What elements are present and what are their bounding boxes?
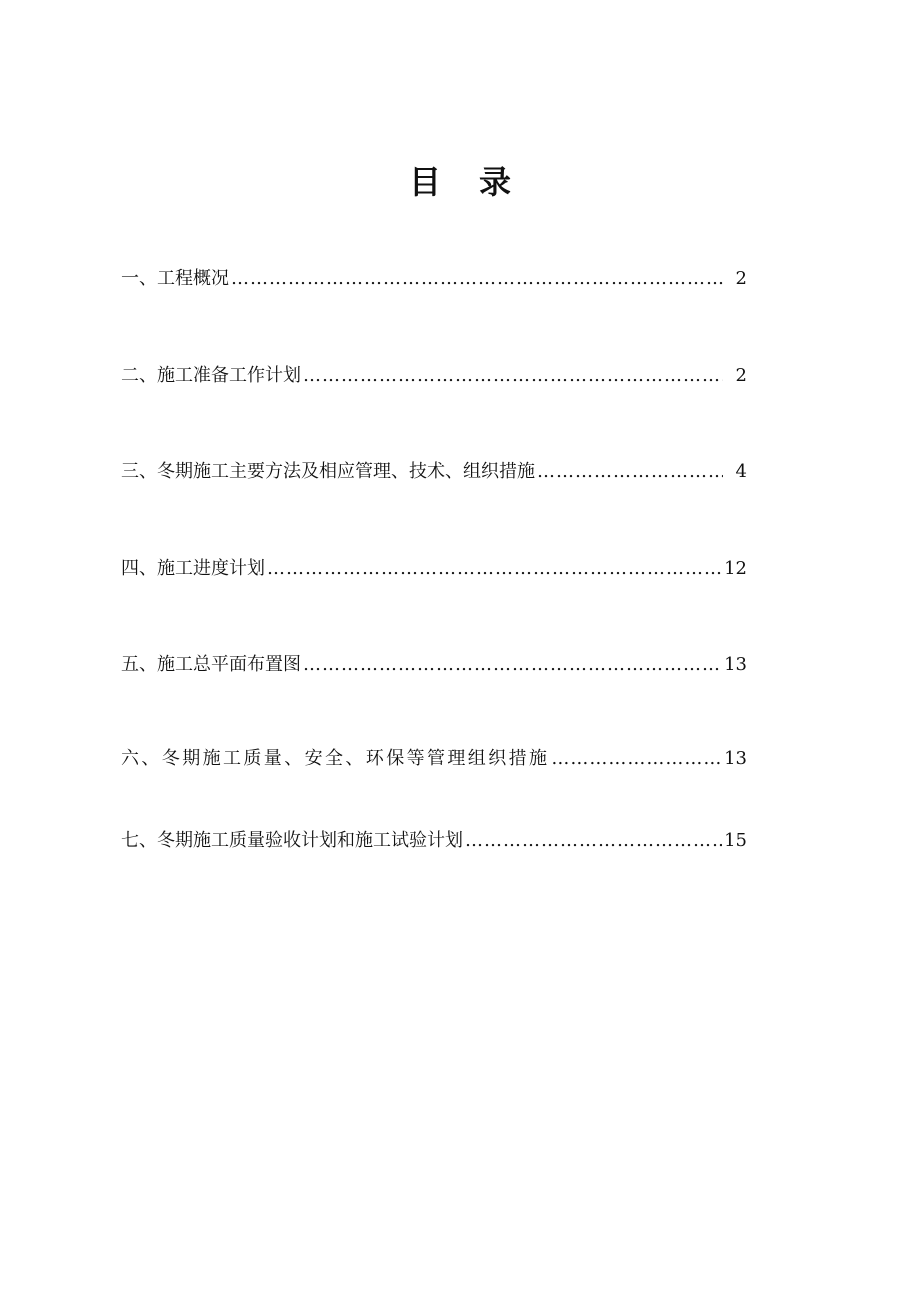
toc-entry[interactable]: [121, 459, 747, 485]
toc-entry[interactable]: [121, 266, 747, 292]
toc-dot-leader: [303, 652, 722, 678]
toc-entry[interactable]: [121, 828, 747, 854]
toc-dot-leader: [267, 556, 722, 582]
toc-entry-label: 三、冬期施工主要方法及相应管理、技术、组织措施: [121, 461, 535, 482]
toc-page-number: 2: [735, 268, 747, 289]
toc-entry[interactable]: [121, 363, 747, 389]
toc-dot-leader: [551, 746, 722, 772]
toc-entry-label: 五、施工总平面布置图: [121, 654, 301, 675]
toc-dot-leader: [537, 459, 723, 485]
toc-page-number: 13: [724, 748, 747, 769]
toc-entry-label: 七、冬期施工质量验收计划和施工试验计划: [121, 830, 463, 851]
toc-dot-leader: [303, 363, 723, 389]
toc-dot-leader: [231, 266, 723, 292]
toc-entry-label: 六、冬期施工质量、安全、环保等管理组织措施: [121, 748, 550, 769]
toc-entry-label: 四、施工进度计划: [121, 558, 265, 579]
toc-page-number: 2: [735, 365, 747, 386]
toc-entry-label: 二、施工准备工作计划: [121, 365, 301, 386]
toc-entry[interactable]: [121, 746, 747, 772]
toc-entry-label: 一、工程概况: [121, 268, 229, 289]
toc-dot-leader: [465, 828, 722, 854]
toc-page-number: 4: [735, 461, 747, 482]
toc-page-number: 13: [724, 654, 747, 675]
toc-entry[interactable]: [121, 652, 747, 678]
toc-entry[interactable]: [121, 556, 747, 582]
toc-page-number: 15: [724, 830, 747, 851]
toc-title: 目录: [408, 163, 549, 201]
toc-page-number: 12: [724, 558, 747, 579]
